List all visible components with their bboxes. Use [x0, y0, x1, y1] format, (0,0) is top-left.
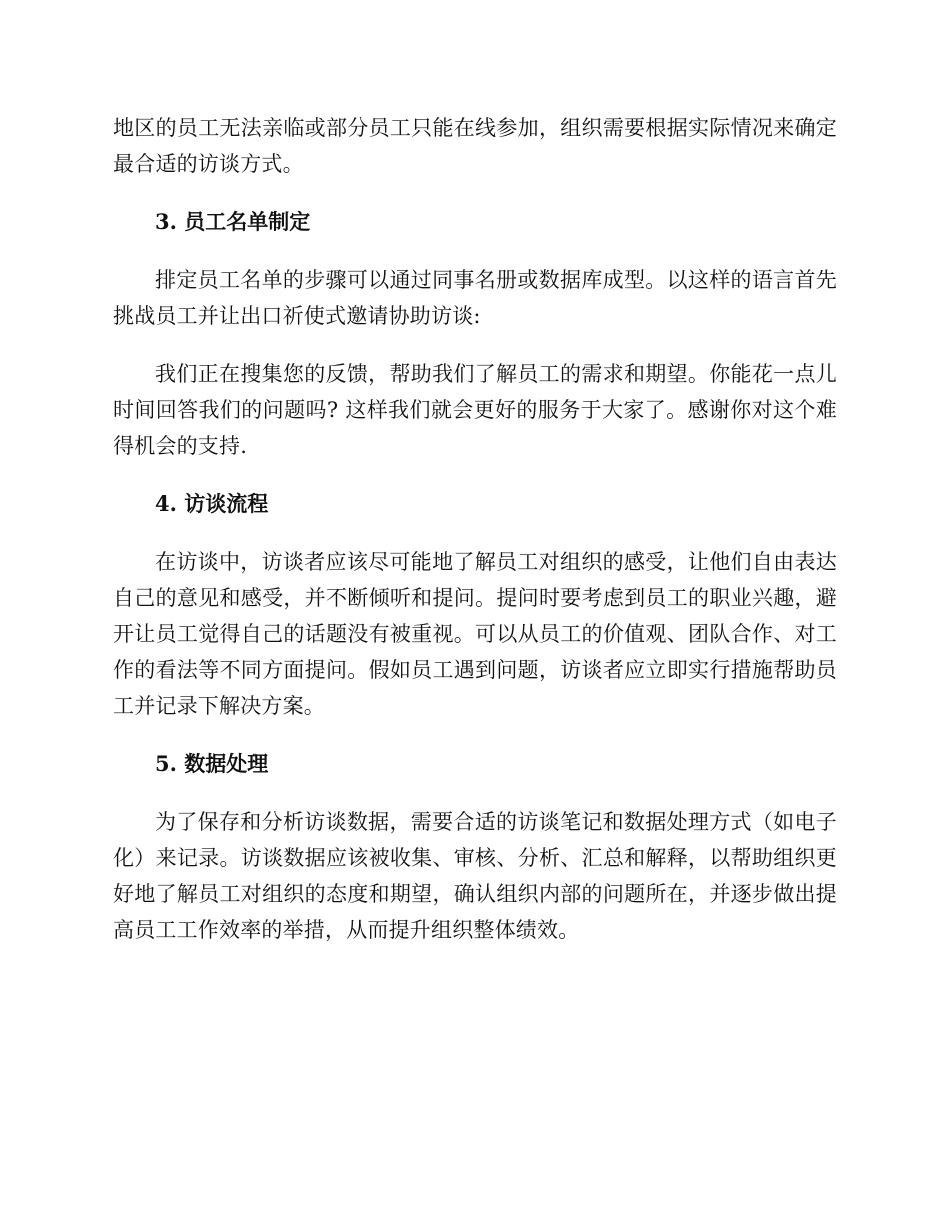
paragraph-employee-list: 排定员工名单的步骤可以通过同事名册或数据库成型。以这样的语言首先挑战员工并让出口祈使式邀请协助访谈:: [113, 268, 837, 328]
paragraph-invitation-text: 我们正在搜集您的反馈，帮助我们了解员工的需求和期望。你能花一点儿时间回答我们的问题吗? 这样我们就会更好的服务于大家了。感谢你对这个难得机会的支持.: [113, 362, 837, 458]
section-heading-5: 5. 数据处理: [155, 751, 269, 776]
paragraph-data-processing: 为了保存和分析访谈数据，需要合适的访谈笔记和数据处理方式（如电子化）来记录。访谈数据应该被收集、审核、分析、汇总和解释，以帮助组织更好地了解员工对组织的态度和期望，确认组织内部的问题所在，并逐步做出提高员工工作效率的举措，从而提升组织整体绩效。: [113, 810, 837, 942]
document-page: [113, 110, 837, 948]
section-heading-4: 4. 访谈流程: [155, 491, 269, 516]
paragraph-intro: 地区的员工无法亲临或部分员工只能在线参加，组织需要根据实际情况来确定最合适的访谈方式。: [113, 116, 837, 176]
section-heading-3: 3. 员工名单制定: [155, 209, 311, 234]
paragraph-interview-process: 在访谈中，访谈者应该尽可能地了解员工对组织的感受，让他们自由表达自己的意见和感受，并不断倾听和提问。提问时要考虑到员工的职业兴趣，避开让员工觉得自己的话题没有被重视。可以从员工的价值观、团队合作、对工作的看法等不同方面提问。假如员工遇到问题，访谈者应立即实行措施帮助员工并记录下解决方案。: [113, 550, 837, 718]
